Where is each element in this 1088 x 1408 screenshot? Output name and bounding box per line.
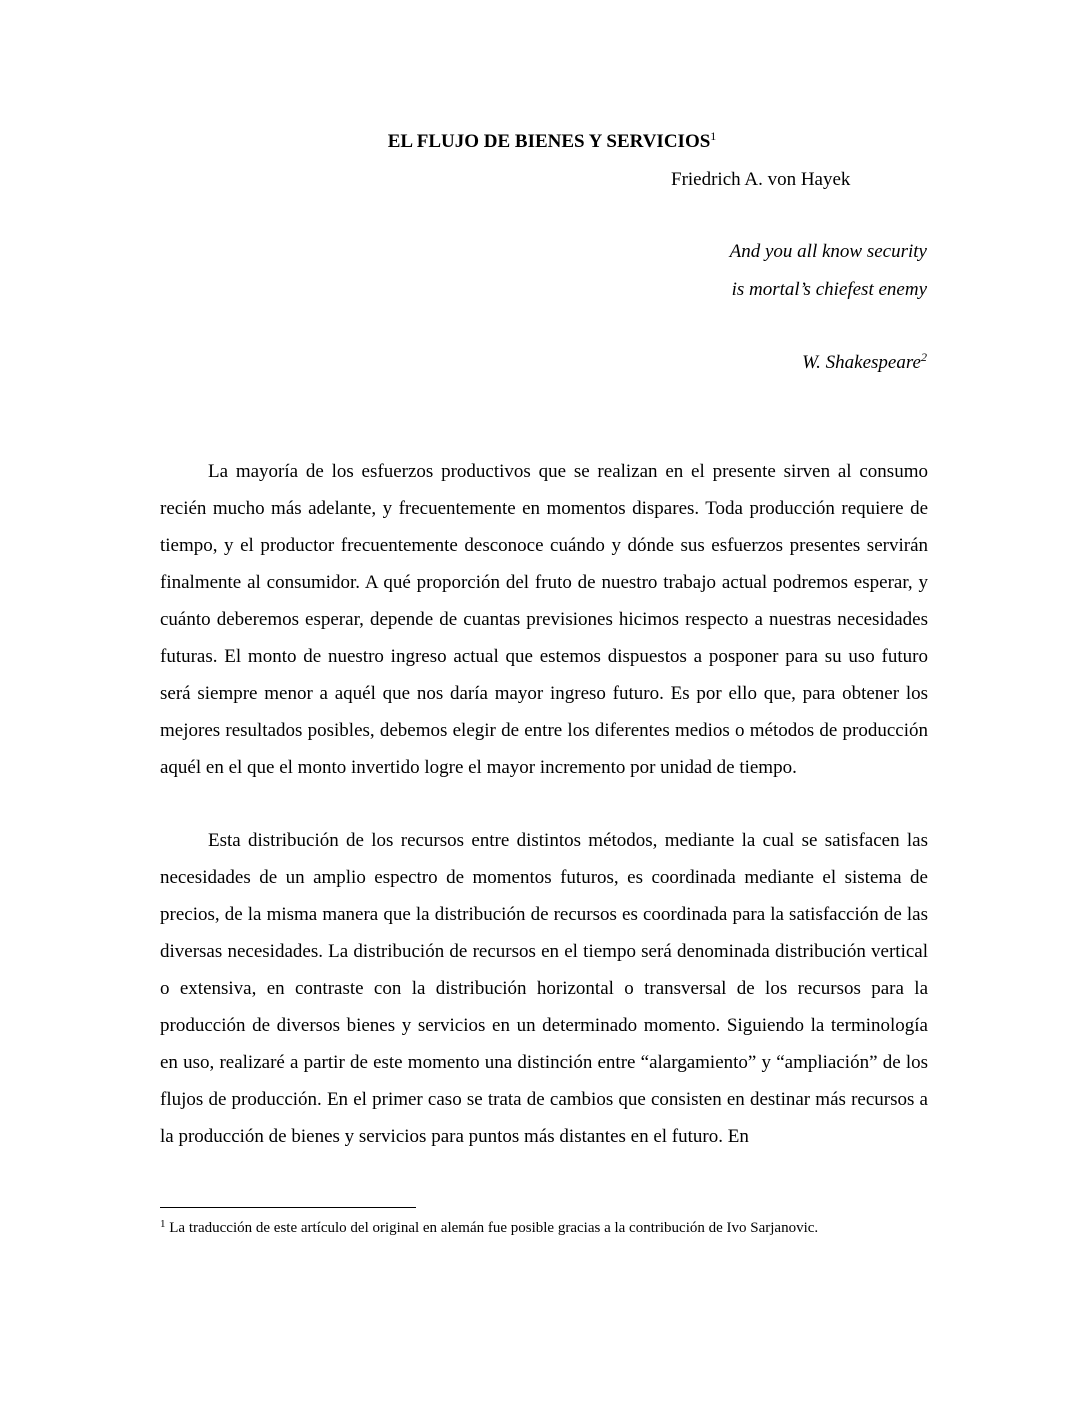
title-text: EL FLUJO DE BIENES Y SERVICIOS: [387, 131, 711, 152]
document-title: [0, 128, 1088, 156]
epigraph-line-2: is mortal’s chiefest enemy: [731, 279, 927, 300]
title-footnote-marker[interactable]: 1: [710, 129, 717, 143]
body-paragraph-2: Esta distribución de los recursos entre distintos métodos, mediante la cual se satisfacen las necesidades de un amplio espectro de momentos futuros, es coordinada mediante el sistema de precios, de la misma manera que la distribución de recursos es coordinada para la satisfacción de las diversas necesidades. La distribución de recursos en el tiempo será denominada distribución vertical o extensiva, en contraste con la distribución horizontal o transversal de los recursos para la producción de diversos bienes y servicios en un determinado momento. Siguiendo la terminología en uso, realizaré a partir de este momento una distinción entre “alargamiento” y “ampliación” de los flujos de producción. En el primer caso se trata de cambios que consisten en destinar más recursos a la producción de bienes y servicios para puntos más distantes en el futuro. En: [160, 830, 928, 1147]
footnote-marker: 1: [160, 1218, 166, 1230]
epigraph-attribution: [427, 349, 927, 377]
author-name: Friedrich A. von Hayek: [671, 169, 851, 190]
epigraph-author: W. Shakespeare: [802, 352, 921, 373]
footnote-1: [160, 1219, 860, 1238]
body-paragraph-1: La mayoría de los esfuerzos productivos que se realizan en el presente sirven al consumo recién mucho más adelante, y frecuentemente en momentos dispares. Toda producción requiere de tiempo, y el productor frecuentemente desconoce cuándo y dónde sus esfuerzos presentes servirán finalmente al consumidor. A qué proporción del fruto de nuestro trabajo actual podremos esperar, y cuánto deberemos esperar, depende de cuantas previsiones hicimos respecto a nuestras necesidades futuras. El monto de nuestro ingreso actual que estemos dispuestos a posponer para su uso futuro será siempre menor a aquél que nos daría mayor ingreso futuro. Es por ello que, para obtener los mejores resultados posibles, debemos elegir de entre los diferentes medios o métodos de producción aquél en el que el monto invertido logre el mayor incremento por unidad de tiempo.: [160, 461, 928, 778]
footnote-divider: [160, 1207, 416, 1208]
footnote-text: La traducción de este artículo del original en alemán fue posible gracias a la contribución de Ivo Sarjanovic.: [165, 1220, 819, 1236]
epigraph-footnote-marker[interactable]: 2: [921, 350, 927, 364]
epigraph-line-1: And you all know security: [729, 241, 927, 262]
